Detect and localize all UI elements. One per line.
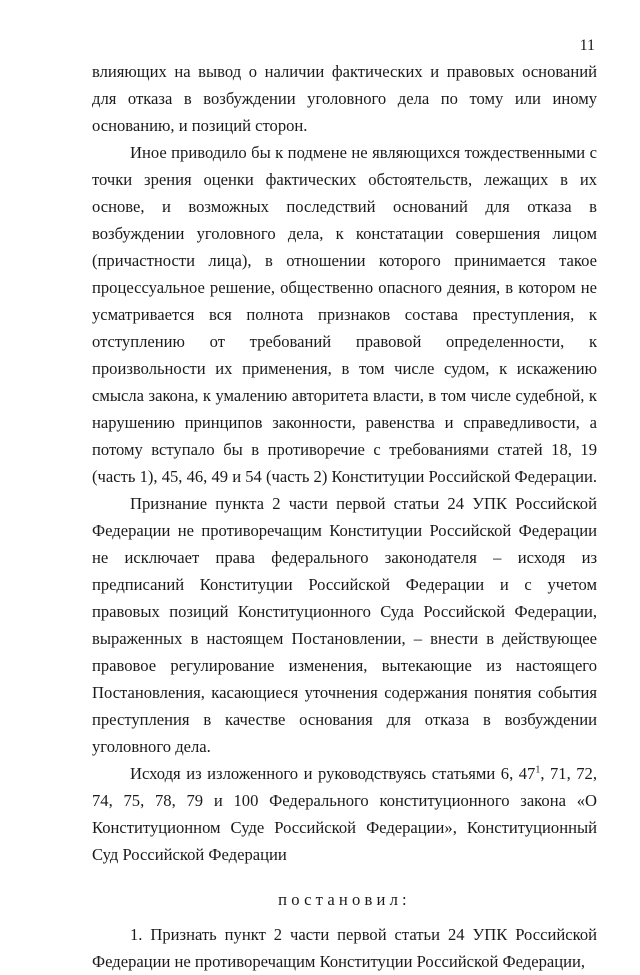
article-superscript: 1 (535, 764, 541, 776)
legal-basis-text-end: , 71, 72, 74, 75, 78, 79 и 100 Федерального конституционного закона «О Конституционном Суде Российской Федерации», Конституционный Суд Российской Федерации (92, 764, 597, 864)
paragraph-legislator-right: Признание пункта 2 части первой статьи 24 УПК Российской Федерации не противоречащим Конституции Российской Федерации не исключает права федерального законодателя – исходя из предписаний Конституции Российской Федерации и с учетом правовых позиций Конституционного Суда Российской Федерации, выраженных в настоящем Постановлении, – внести в действующее правовое регулирование изменения, вытекающие из настоящего Постановления, касающиеся уточнения содержания понятия события преступления в качестве основания для отказа в возбуждении уголовного дела. (92, 494, 597, 756)
paragraph-consequences: Иное приводило бы к подмене не являющихся тождественными с точки зрения оценки фактических обстоятельств, лежащих в их основе, и возможных последствий оснований для отказа в возбуждении уголовного дела, к констатации совершения лицом (причастности лица), в отношении которого принимается такое процессуальное решение, общественно опасного деяния, в котором не усматривается вся полнота признаков состава преступления, к отступлению от требований правовой определенности, к произвольности их применения, в том числе судом, к искажению смысла закона, к умалению авторитета власти, в том числе судебной, к нарушению принципов законности, равенства и справедливости, а потому вступало бы в противоречие с требованиями статей 18, 19 (часть 1), 45, 46, 49 и 54 (часть 2) Конституции Российской Федерации. (92, 143, 597, 486)
paragraph-continuation: влияющих на вывод о наличии фактических и правовых оснований для отказа в возбуждении уголовного дела по тому или иному основанию, и позиций сторон. (92, 62, 597, 135)
paragraph-legal-basis (92, 760, 597, 868)
document-body (92, 58, 597, 975)
resolution-item: 1. Признать пункт 2 части первой статьи 24 УПК Российской Федерации не противоречащим Конституции Российской Федерации, (92, 925, 597, 971)
page-number: 11 (579, 37, 595, 54)
decree-heading: постановил: (278, 890, 411, 909)
legal-basis-text-start: Исходя из изложенного и руководствуясь статьями 6, 47 (130, 764, 536, 783)
